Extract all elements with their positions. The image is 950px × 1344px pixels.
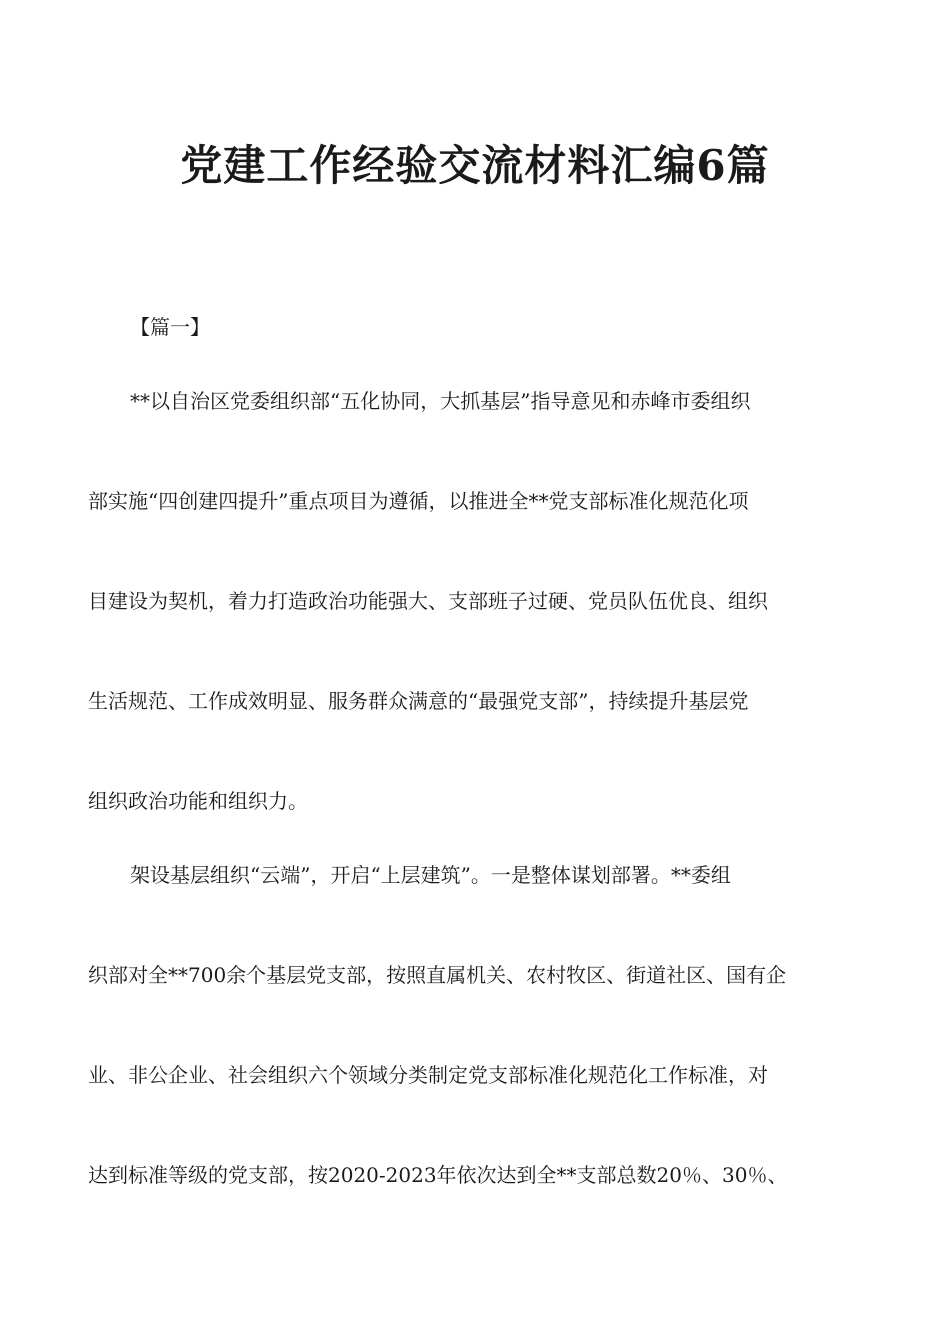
paragraph2-line-3: 业、非公企业、社会组织六个领域分类制定党支部标准化规范化工作标准，对: [88, 1063, 768, 1087]
paragraph1-line-5: 组织政治功能和组织力。: [88, 789, 308, 813]
document-title: 党建工作经验交流材料汇编6篇: [180, 141, 770, 190]
paragraph1-line-3: 目建设为契机，着力打造政治功能强大、支部班子过硬、党员队伍优良、组织: [88, 589, 768, 613]
paragraph2-line-4: 达到标准等级的党支部，按2020-2023年依次达到全**支部总数20％、30％、: [88, 1163, 788, 1187]
section-label: 【篇一】: [130, 315, 210, 339]
paragraph1-line-4: 生活规范、工作成效明显、服务群众满意的“最强党支部”，持续提升基层党: [88, 689, 749, 713]
paragraph2-line-1: 架设基层组织“云端”，开启“上层建筑”。一是整体谋划部署。**委组: [130, 863, 731, 887]
paragraph1-line-1: **以自治区党委组织部“五化协同，大抓基层”指导意见和赤峰市委组织: [130, 389, 751, 413]
paragraph2-line-2: 织部对全**700余个基层党支部，按照直属机关、农村牧区、街道社区、国有企: [88, 963, 787, 987]
paragraph1-line-2: 部实施“四创建四提升”重点项目为遵循，以推进全**党支部标准化规范化项: [88, 489, 749, 513]
